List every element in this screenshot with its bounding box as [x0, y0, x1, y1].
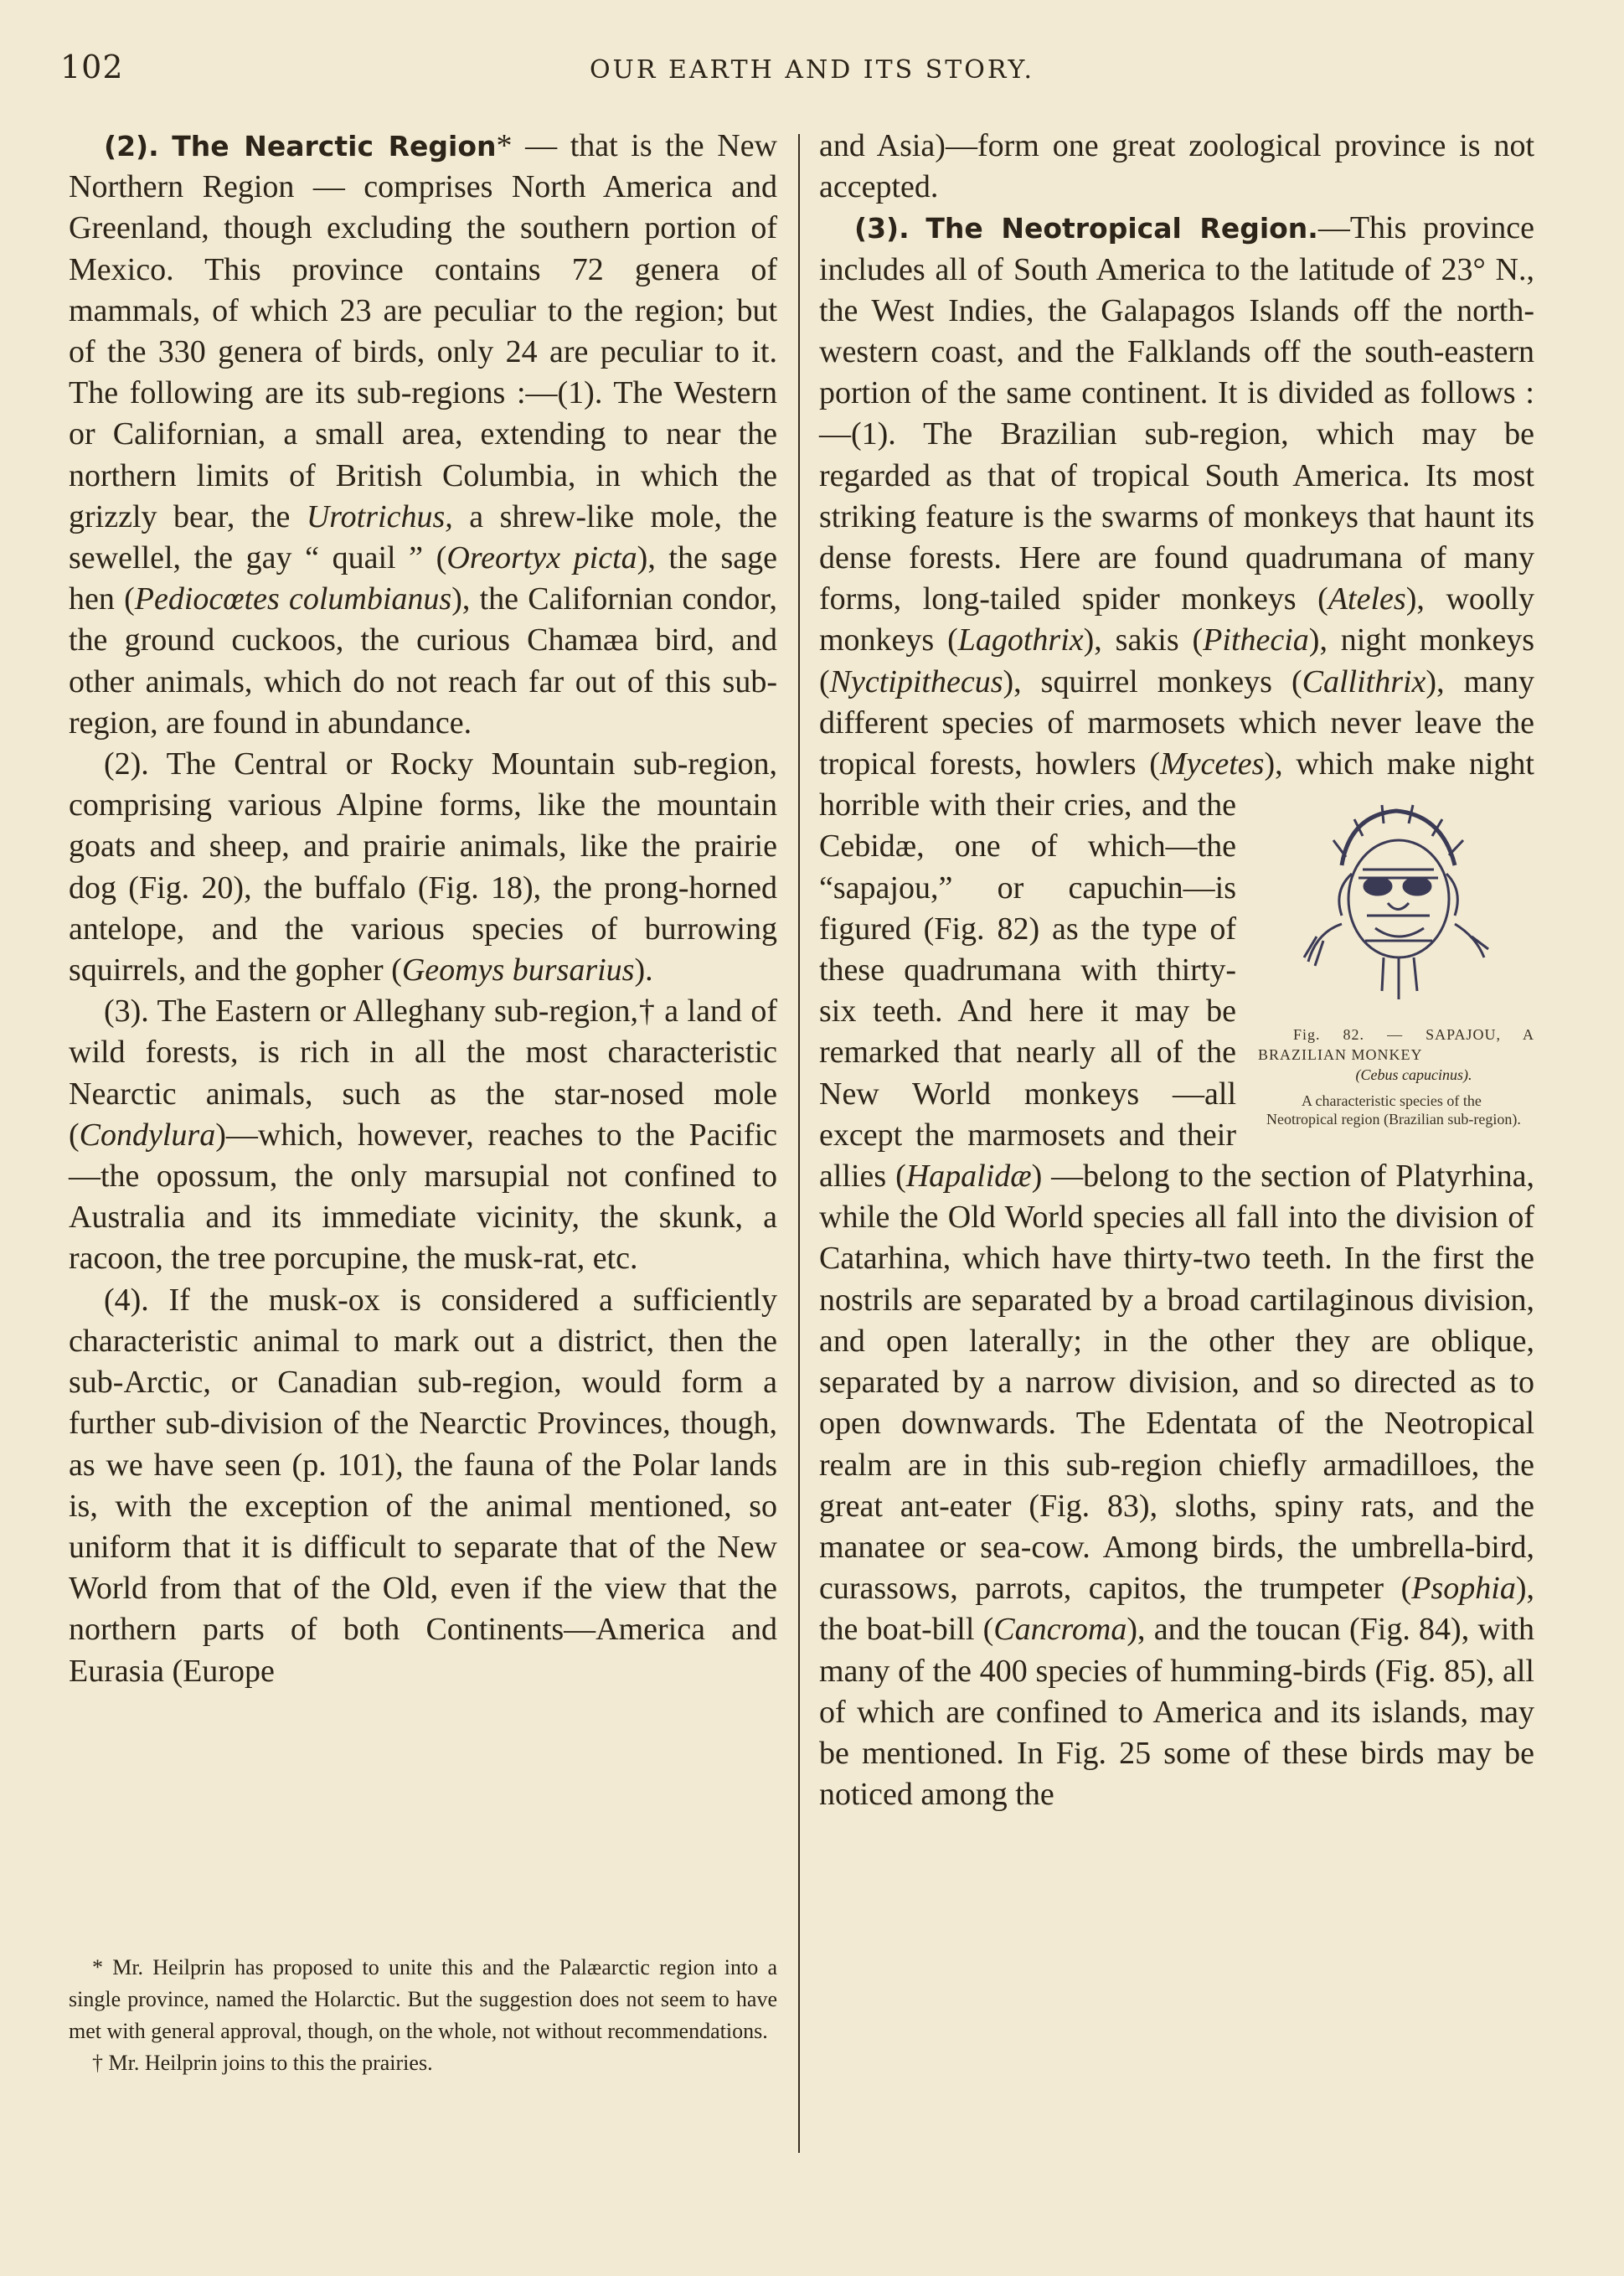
paragraph-canadian: (4). If the musk-ox is considered a sufficiently characteristic animal to mark out a district, then the sub-Arctic, or Canadian sub-region, would form a further sub-division of the Nearctic Provinces, though, as we have seen (p. 101), the fauna of the Polar lands is, with the exception of the animal mentioned, so uniform that it is difficult to separate that of the New World from that of the Old, even if the view that the northern parts of both Continents—America and Eurasia (Europe: [69, 1282, 777, 1689]
paragraph-continuation: and Asia)—form one great zoological province is not accepted.: [819, 128, 1534, 205]
running-title: OUR EARTH AND ITS STORY.: [589, 55, 1035, 85]
footnote-prairies: † Mr. Heilprin joins to this the prairies.: [92, 2051, 433, 2075]
right-column: [819, 126, 1534, 1815]
page-number: 102: [60, 49, 124, 85]
section-heading-neotropical: The Neotropical Region.: [925, 212, 1318, 245]
footnote-holarctic: * Mr. Heilprin has proposed to unite this and the Palæarctic region into a single province, named the Holarctic. But the suggestion does not seem to have met with general approval, though, on the whole, not without recommendations.: [69, 1955, 777, 2043]
figure-species: (Cebus capucinus).: [1355, 1066, 1472, 1084]
sapajou-monkey-illustration: [1283, 790, 1509, 1016]
paragraph-nearctic-region: (2). The Nearctic Region* — that is the New Northern Region — comprises North America and Greenland, though excluding the southern portion of Mexico. This province contains 72 genera of mammals, of which 23 are peculiar to the region; but of the 330 genera of birds, only 24 are peculiar to it. The following are its sub-regions :—(1). The Western or Californian, a small area, extending to near the northern limits of British Columbia, in which the grizzly bear, the Urotrichus, a shrew-like mole, the sewellel, the gay “ quail ” (Oreortyx picta), the sage hen (Pediocœtes columbianus), the Californian condor, the ground cuckoos, the curious Chamæa bird, and other animals, which do not reach far out of this sub-region, are found in abundance.: [69, 128, 777, 741]
left-column: [69, 126, 777, 1692]
paragraph-rocky-mountain: (2). The Central or Rocky Mountain sub-region, comprising various Alpine forms, like the mountain goats and sheep, and prairie animals, like the prairie dog (Fig. 20), the buffalo (Fig. 18), the prong-horned antelope, and the various species of burrowing squirrels, and the gopher (Geomys bursarius).: [69, 746, 777, 988]
paragraph-neotropical-region: (3). The Neotropical Region.—This province includes all of South America to the latitude of 23° N., the West Indies, the Galapagos Islands off the north-western coast, and the Falklands off the south-eastern portion of the same continent. It is divided as follows : —(1). The Brazilian sub-region, which may be regarded as that of tropical South America. Its most striking feature is the swarms of monkeys that haunt its dense forests. Here are found quadrumana of many forms, long-tailed spider monkeys (Ateles), woolly monkeys (Lagothrix), sakis (Pithecia), night monkeys (Nyctipithecus), squirrel monkeys (Callithrix), many different species of marmosets which never leave the tropical forests, howlers (Mycetes Fig. 82. — SAPAJOU, A BRAZILIAN MONKEY (Cebus capucinus). A characteristic species of the Neotropical region (Brazilian sub-region). ), which make night horrible with their cries, and the Cebidæ, one of which—the “sapajou,” or capuchin—is figured (Fig. 82) as the type of these quadrumana with thirty-six teeth. And here it may be remarked that nearly all of the New World monkeys —all except the marmosets and their allies (Hapalidæ) —belong to the section of Platyrhina, while the Old World species all fall into the division of Catarhina, which have thirty-two teeth. In the first the nostrils are separated by a broad cartilaginous division, and open laterally; in the other they are oblique, separated by a narrow division, and so directed as to open downwards. The Edentata of the Neotropical realm are in this sub-region chiefly armadilloes, the great ant-eater (Fig. 83), sloths, spiny rats, and the manatee or sea-cow. Among birds, the umbrella-bird, curassows, parrots, capitos, the trumpeter (Psophia), the boat-bill (Cancroma), and the toucan (Fig. 84), with many of the 400 species of humming-birds (Fig. 85), all of which are confined to America and its islands, may be mentioned. In Fig. 25 some of these birds may be noticed among the: [819, 210, 1535, 1813]
figure-note: A characteristic species of the Neotropical region (Brazilian sub-region).: [1266, 1092, 1521, 1128]
paragraph-alleghany: (3). The Eastern or Alleghany sub-region,† a land of wild forests, is rich in all the most characteristic Nearctic animals, such as the star-nosed mole (Condylura)—which, however, reaches to the Pacific—the opossum, the only marsupial not confined to Australia and its immediate vicinity, the skunk, a racoon, the tree porcupine, the musk-rat, etc.: [69, 993, 777, 1277]
figure-82: [1258, 790, 1534, 1128]
footnotes: [69, 1952, 777, 2079]
figure-caption: Fig. 82. — SAPAJOU, A BRAZILIAN MONKEY: [1258, 1026, 1534, 1064]
section-heading-nearctic: The Nearctic Region: [172, 130, 497, 163]
column-divider: [798, 134, 800, 2153]
